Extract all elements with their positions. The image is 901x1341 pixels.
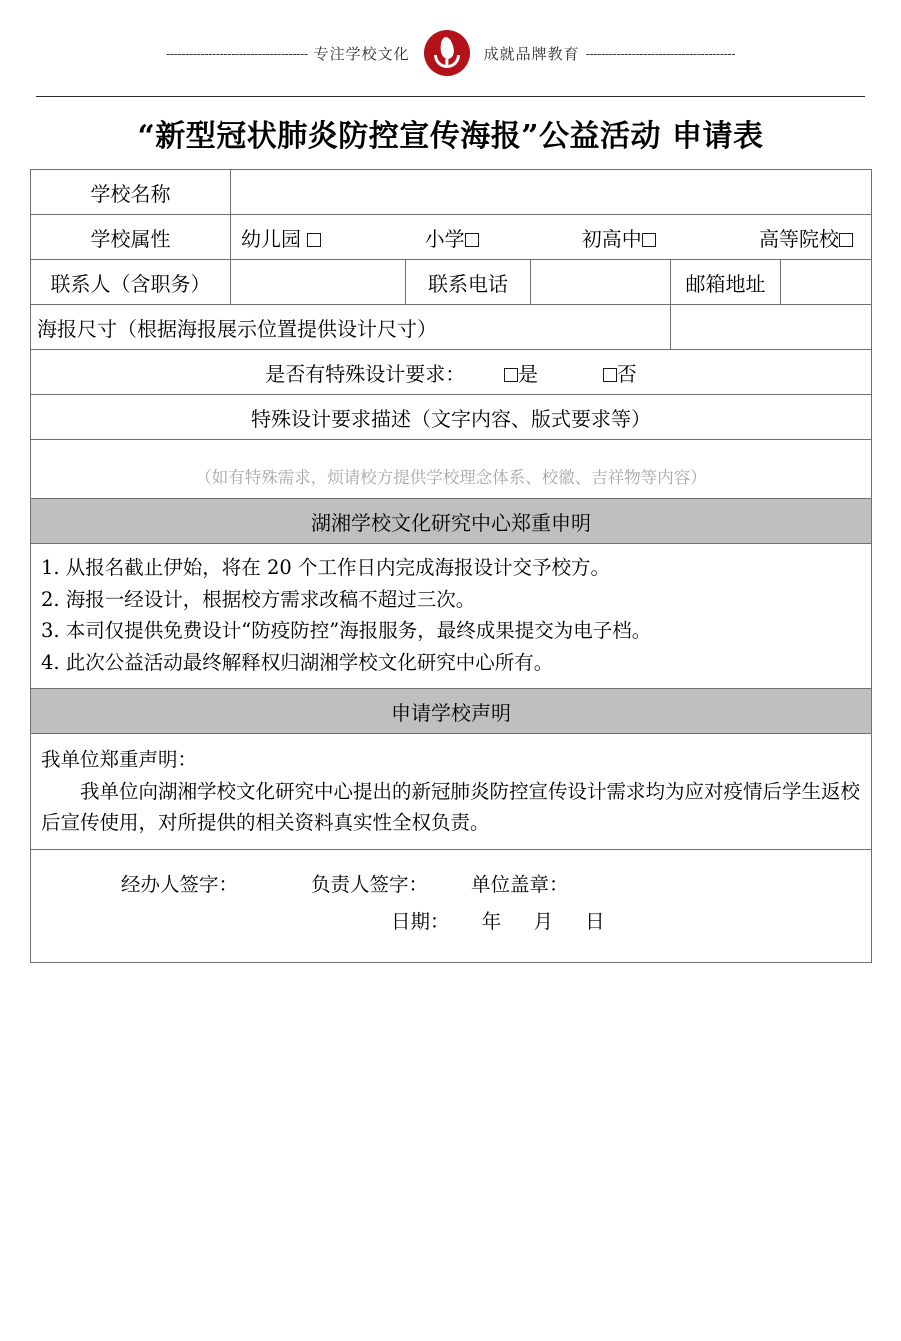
special-desc-input[interactable]: （如有特殊需求，烦请校方提供学校理念体系、校徽、吉祥物等内容）	[31, 440, 872, 499]
date-day-label: 日	[585, 910, 605, 934]
school-statement-line1: 我单位郑重声明：	[41, 748, 198, 772]
school-statement-title: 申请学校声明	[31, 689, 872, 734]
table-row-signature-block	[31, 850, 872, 963]
logo-bowl-shape	[434, 55, 460, 68]
declaration-term-3: 3. 本司仅提供免费设计“防疫防控”海报服务，最终成果提交为电子档。	[41, 619, 652, 643]
has-special-no-label: 否	[616, 361, 637, 386]
table-row-special-desc-title	[31, 395, 872, 440]
has-special-yes-label: 是	[518, 361, 539, 386]
application-form-table	[30, 169, 872, 963]
attr-option-primary[interactable]	[425, 223, 479, 252]
checkbox-icon-special-no[interactable]	[603, 368, 617, 382]
school-attribute-label: 学校属性	[31, 215, 231, 260]
email-label: 邮箱地址	[671, 260, 781, 305]
checkbox-icon-kindergarten[interactable]	[307, 233, 321, 247]
table-row-contact	[31, 260, 872, 305]
table-row-school-attribute	[31, 215, 872, 260]
contact-input[interactable]	[231, 260, 406, 305]
table-row-poster-size	[31, 305, 872, 350]
checkbox-icon-special-yes[interactable]	[504, 368, 518, 382]
attr-option-middle-high-label: 初高中	[581, 226, 642, 251]
attr-option-primary-label: 小学	[424, 226, 465, 251]
date-row[interactable]	[41, 903, 861, 940]
date-year-label: 年	[481, 910, 502, 934]
poster-size-input[interactable]	[671, 305, 872, 350]
date-month-label: 月	[533, 910, 553, 934]
phone-input[interactable]	[531, 260, 671, 305]
table-row-school-statement-body	[31, 734, 872, 850]
signature-row	[41, 866, 861, 903]
attr-option-kindergarten[interactable]	[241, 223, 321, 252]
declaration-terms	[31, 544, 872, 689]
company-seal-label[interactable]: 单位盖章：	[471, 873, 569, 897]
school-statement-line2: 我单位向湖湘学校文化研究中心提出的新冠肺炎防控宣传设计需求均为应对疫情后学生返校后宣传使用，对所提供的相关资料真实性全权负责。	[41, 779, 861, 835]
checkbox-icon-primary[interactable]	[465, 233, 479, 247]
poster-size-label: 海报尺寸（根据海报展示位置提供设计尺寸）	[31, 305, 671, 350]
document-page	[0, 18, 901, 1341]
brand-logo-icon	[424, 30, 470, 76]
table-row-has-special-requirement	[31, 350, 872, 395]
school-attribute-options	[231, 215, 872, 260]
header-slogan-left: 专注学校文化	[313, 44, 410, 63]
school-statement-body	[31, 734, 872, 850]
phone-label: 联系电话	[406, 260, 531, 305]
declaration-section-title: 湖湘学校文化研究中心郑重申明	[31, 499, 872, 544]
page-title: “新型冠状肺炎防控宣传海报”公益活动 申请表	[137, 119, 764, 154]
operator-signature-label[interactable]: 经办人签字：	[121, 873, 239, 897]
header-dash-left: -------------------------------------	[165, 45, 308, 61]
table-row-special-desc-body	[31, 440, 872, 499]
has-special-requirement-row	[31, 350, 872, 395]
attr-option-higher-education[interactable]	[759, 223, 853, 252]
declaration-term-2: 2. 海报一经设计，根据校方需求改稿不超过三次。	[41, 587, 476, 611]
page-header	[36, 18, 865, 97]
checkbox-icon-higher-education[interactable]	[839, 233, 853, 247]
signature-block	[31, 850, 872, 963]
school-attribute-option-list	[231, 223, 871, 252]
date-label: 日期：	[391, 910, 450, 934]
school-name-input[interactable]	[231, 170, 872, 215]
declaration-term-1: 1. 从报名截止伊始，将在 20 个工作日内完成海报设计交予校方。	[41, 556, 611, 579]
email-input[interactable]	[781, 260, 872, 305]
has-special-requirement-label: 是否有特殊设计要求：	[265, 361, 466, 386]
special-desc-title: 特殊设计要求描述（文字内容、版式要求等）	[31, 395, 872, 440]
attr-option-middle-high[interactable]	[582, 223, 656, 252]
checkbox-icon-middle-high[interactable]	[642, 233, 656, 247]
attr-option-higher-education-label: 高等院校	[759, 226, 840, 251]
contact-label: 联系人（含职务）	[31, 260, 231, 305]
table-row-school-statement-header	[31, 689, 872, 734]
table-row-school-name	[31, 170, 872, 215]
table-row-declaration-terms	[31, 544, 872, 689]
header-dash-right: ---------------------------------------	[585, 45, 736, 61]
manager-signature-label[interactable]: 负责人签字：	[311, 873, 429, 897]
table-row-declaration-header	[31, 499, 872, 544]
header-inner	[166, 30, 735, 76]
declaration-term-4: 4. 此次公益活动最终解释权归湖湘学校文化研究中心所有。	[41, 650, 554, 674]
school-name-label: 学校名称	[31, 170, 231, 215]
header-slogan-right: 成就品牌教育	[483, 44, 580, 63]
attr-option-kindergarten-label: 幼儿园	[241, 226, 301, 251]
